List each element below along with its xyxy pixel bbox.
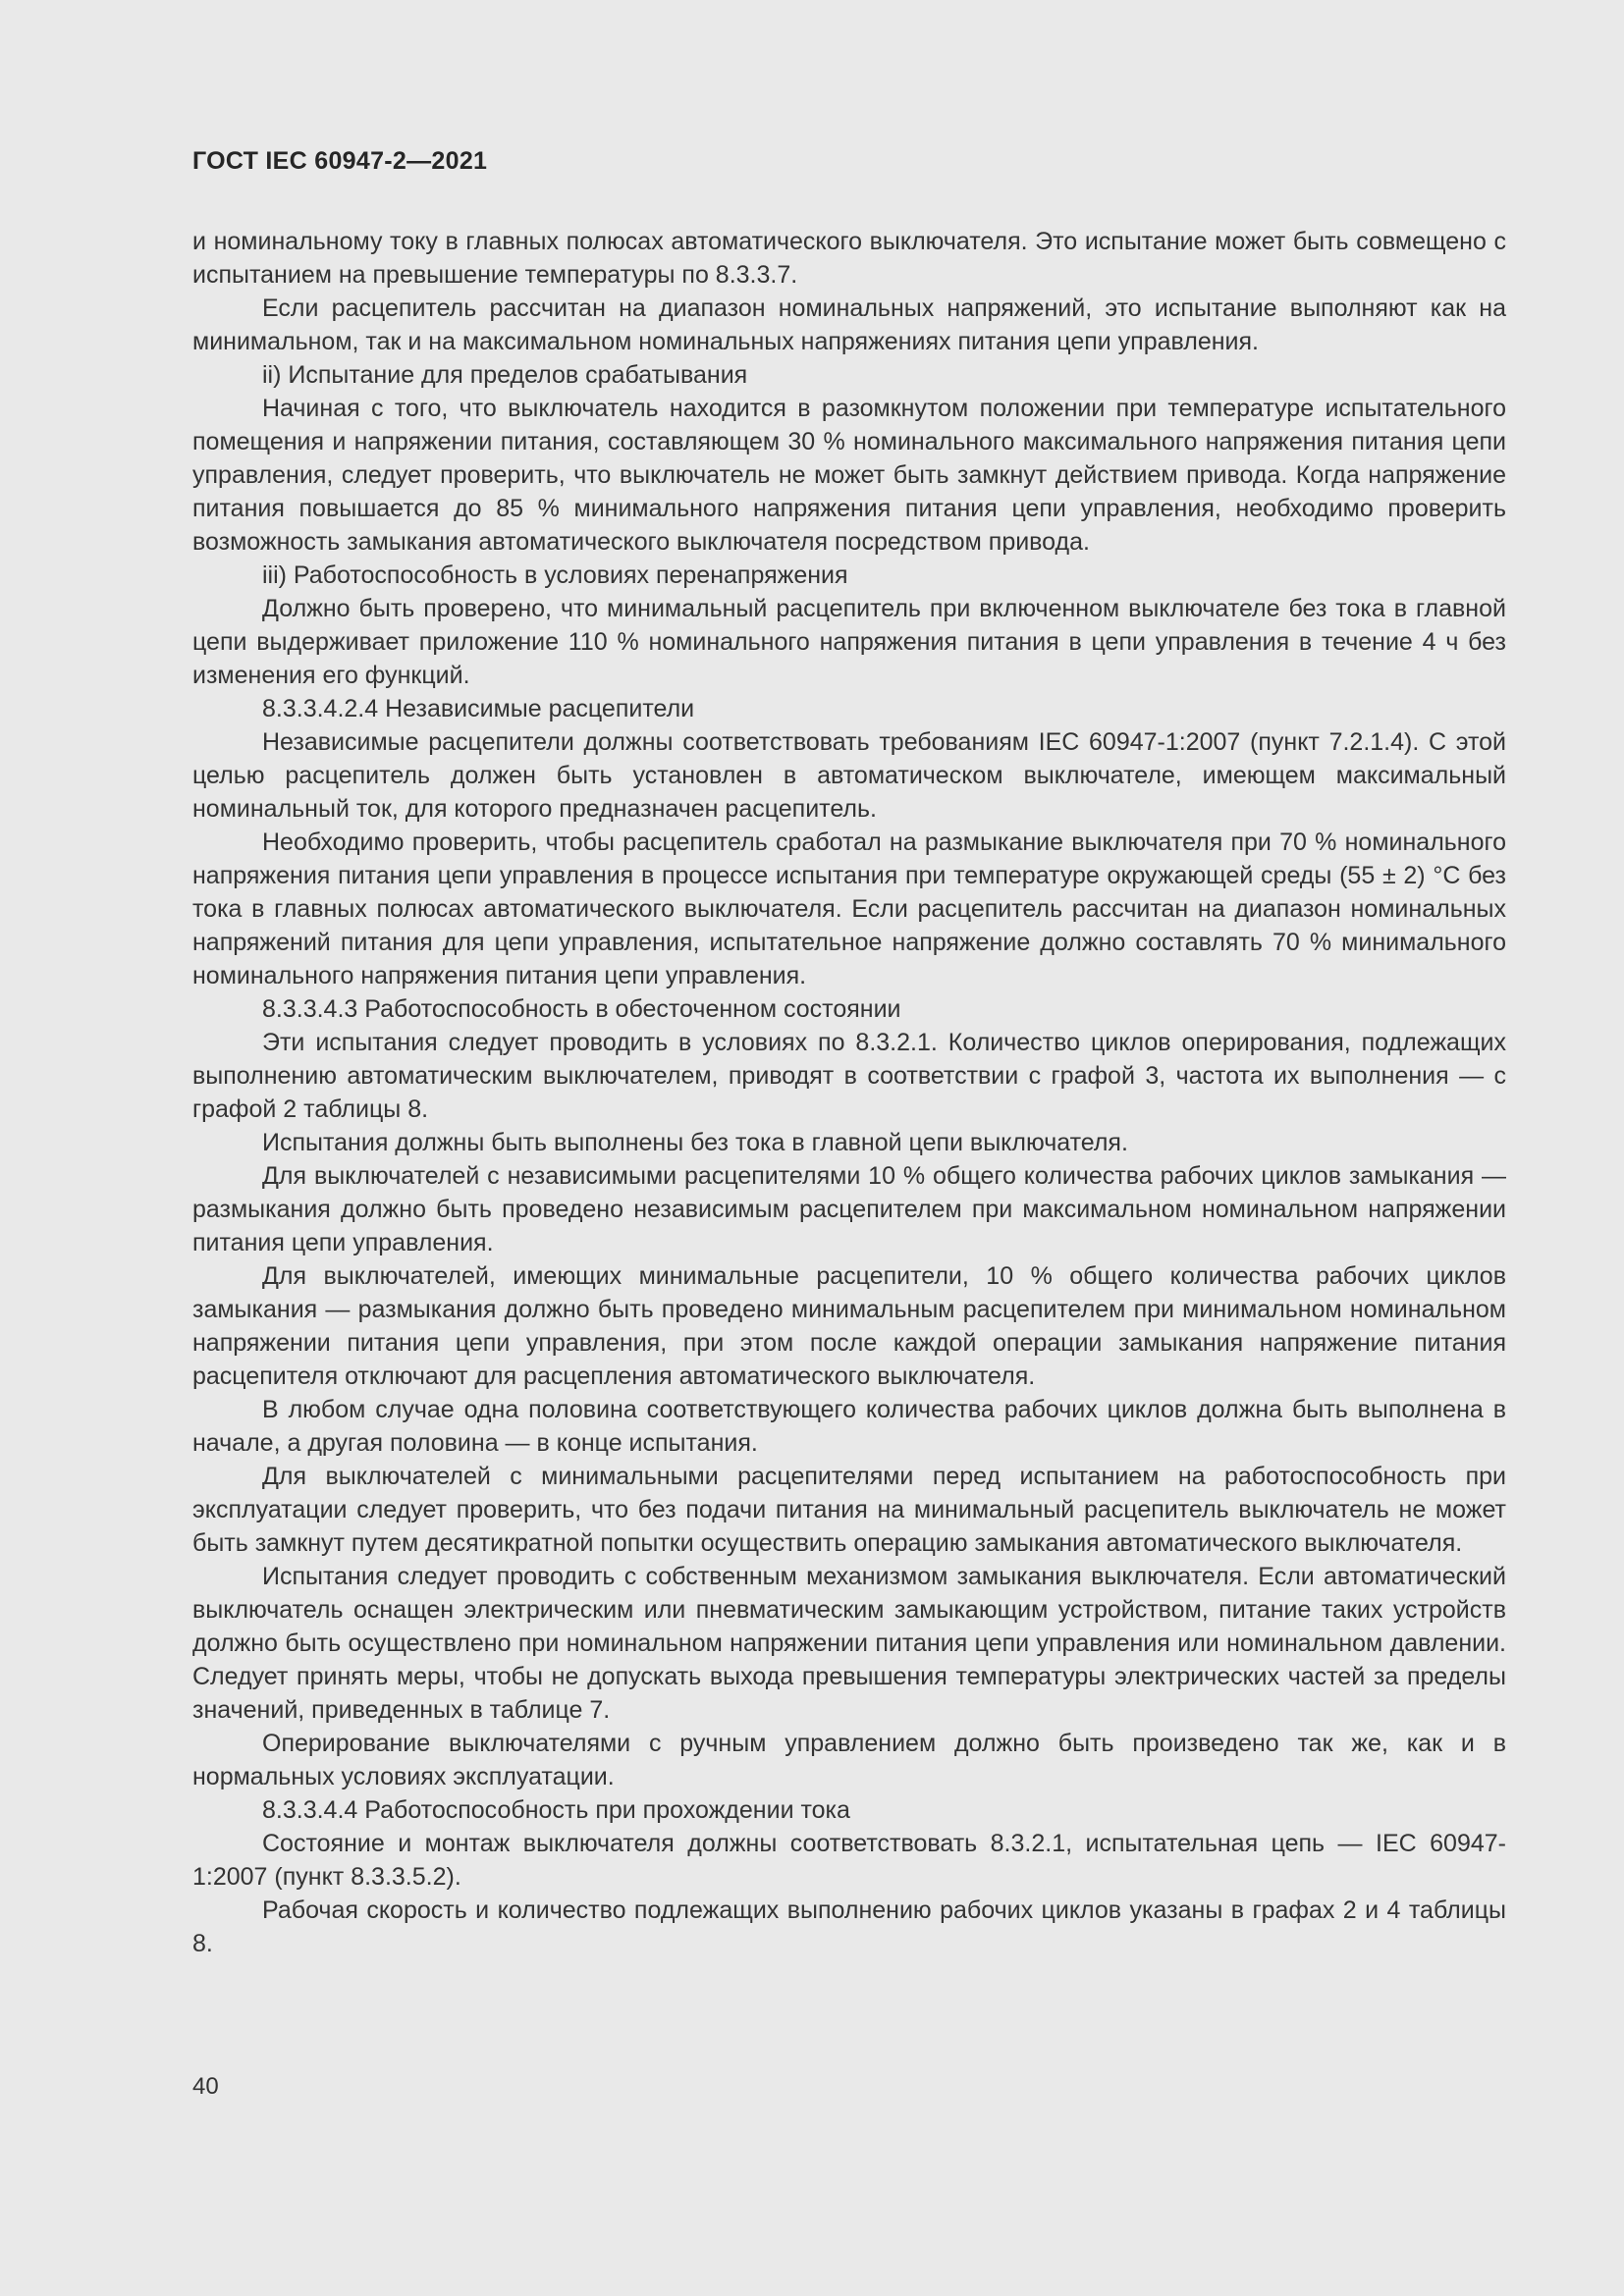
paragraph: Должно быть проверено, что минимальный расцепитель при включенном выключателе без тока в главной цепи выдерживает приложение 110 % номинального напряжения питания в цепи управления в течение 4 ч без изменения его функций. xyxy=(192,595,1506,689)
paragraph: Независимые расцепители должны соответствовать требованиям IEC 60947-1:2007 (пункт 7.2.1.4). С этой целью расцепитель должен быть установлен в автоматическом выключателе, имеющем максимальный номинальный ток, для которого предназначен расцепитель. xyxy=(192,728,1506,823)
paragraph: Необходимо проверить, чтобы расцепитель сработал на размыкание выключателя при 70 % номинального напряжения питания цепи управления в процессе испытания при температуре окружающей среды (55 ± 2) °С без тока в главных полюсах автоматического выключателя. Если расцепитель рассчитан на диапазон номинальных напряжений питания для цепи управления, испытательное напряжение должно составлять 70 % минимального номинального напряжения питания цепи управления. xyxy=(192,828,1506,989)
document-body xyxy=(192,225,1506,1960)
paragraph: Испытания следует проводить с собственным механизмом замыкания выключателя. Если автоматический выключатель оснащен электрическим или пневматическим замыкающим устройством, питание таких устройств должно быть осуществлено при номинальном напряжении питания цепи управления или номинальном давлении. Следует принять меры, чтобы не допускать выхода превышения температуры электрических частей за пределы значений, приведенных в таблице 7. xyxy=(192,1563,1506,1724)
section-heading: 8.3.3.4.3 Работоспособность в обесточенном состоянии xyxy=(262,995,901,1023)
paragraph: Рабочая скорость и количество подлежащих выполнению рабочих циклов указаны в графах 2 и 4 таблицы 8. xyxy=(192,1896,1506,1957)
paragraph: Эти испытания следует проводить в условиях по 8.3.2.1. Количество циклов оперирования, подлежащих выполнению автоматическим выключателем, приводят в соответствии с графой 3, частота их выполнения — с графой 2 таблицы 8. xyxy=(192,1029,1506,1123)
section-heading: 8.3.3.4.4 Работоспособность при прохождении тока xyxy=(262,1796,850,1824)
subsection-heading: ii) Испытание для пределов срабатывания xyxy=(262,361,748,389)
page-number: 40 xyxy=(192,2073,219,2100)
paragraph: Для выключателей, имеющих минимальные расцепители, 10 % общего количества рабочих циклов замыкания — размыкания должно быть проведено минимальным расцепителем при минимальном номинальном напряжении питания цепи управления, при этом после каждой операции замыкания напряжение питания расцепителя отключают для расцепления автоматического выключателя. xyxy=(192,1262,1506,1390)
paragraph: Оперирование выключателями с ручным управлением должно быть произведено так же, как и в нормальных условиях эксплуатации. xyxy=(192,1730,1506,1790)
section-heading: 8.3.3.4.2.4 Независимые расцепители xyxy=(262,695,695,722)
document-code-header: ГОСТ IEC 60947-2—2021 xyxy=(192,147,488,175)
paragraph: Состояние и монтаж выключателя должны соответствовать 8.3.2.1, испытательная цепь — IEC 60947-1:2007 (пункт 8.3.3.5.2). xyxy=(192,1830,1506,1891)
subsection-heading: iii) Работоспособность в условиях перенапряжения xyxy=(262,561,848,589)
paragraph: Начиная с того, что выключатель находится в разомкнутом положении при температуре испытательного помещения и напряжении питания, составляющем 30 % номинального максимального напряжения питания цепи управления, следует проверить, что выключатель не может быть замкнут действием привода. Когда напряжение питания повышается до 85 % минимального напряжения питания цепи управления, необходимо проверить возможность замыкания автоматического выключателя посредством привода. xyxy=(192,395,1506,556)
paragraph: Если расцепитель рассчитан на диапазон номинальных напряжений, это испытание выполняют как на минимальном, так и на максимальном номинальных напряжениях питания цепи управления. xyxy=(192,294,1506,355)
paragraph: Для выключателей с минимальными расцепителями перед испытанием на работоспособность при эксплуатации следует проверить, что без подачи питания на минимальный расцепитель выключатель не может быть замкнут путем десятикратной попытки осуществить операцию замыкания автоматического выключателя. xyxy=(192,1463,1506,1557)
paragraph: и номинальному току в главных полюсах автоматического выключателя. Это испытание может быть совмещено с испытанием на превышение температуры по 8.3.3.7. xyxy=(192,228,1506,289)
paragraph: В любом случае одна половина соответствующего количества рабочих циклов должна быть выполнена в начале, а другая половина — в конце испытания. xyxy=(192,1396,1506,1457)
paragraph: Для выключателей с независимыми расцепителями 10 % общего количества рабочих циклов замыкания — размыкания должно быть проведено независимым расцепителем при максимальном номинальном напряжении питания цепи управления. xyxy=(192,1162,1506,1256)
paragraph: Испытания должны быть выполнены без тока в главной цепи выключателя. xyxy=(262,1129,1128,1156)
